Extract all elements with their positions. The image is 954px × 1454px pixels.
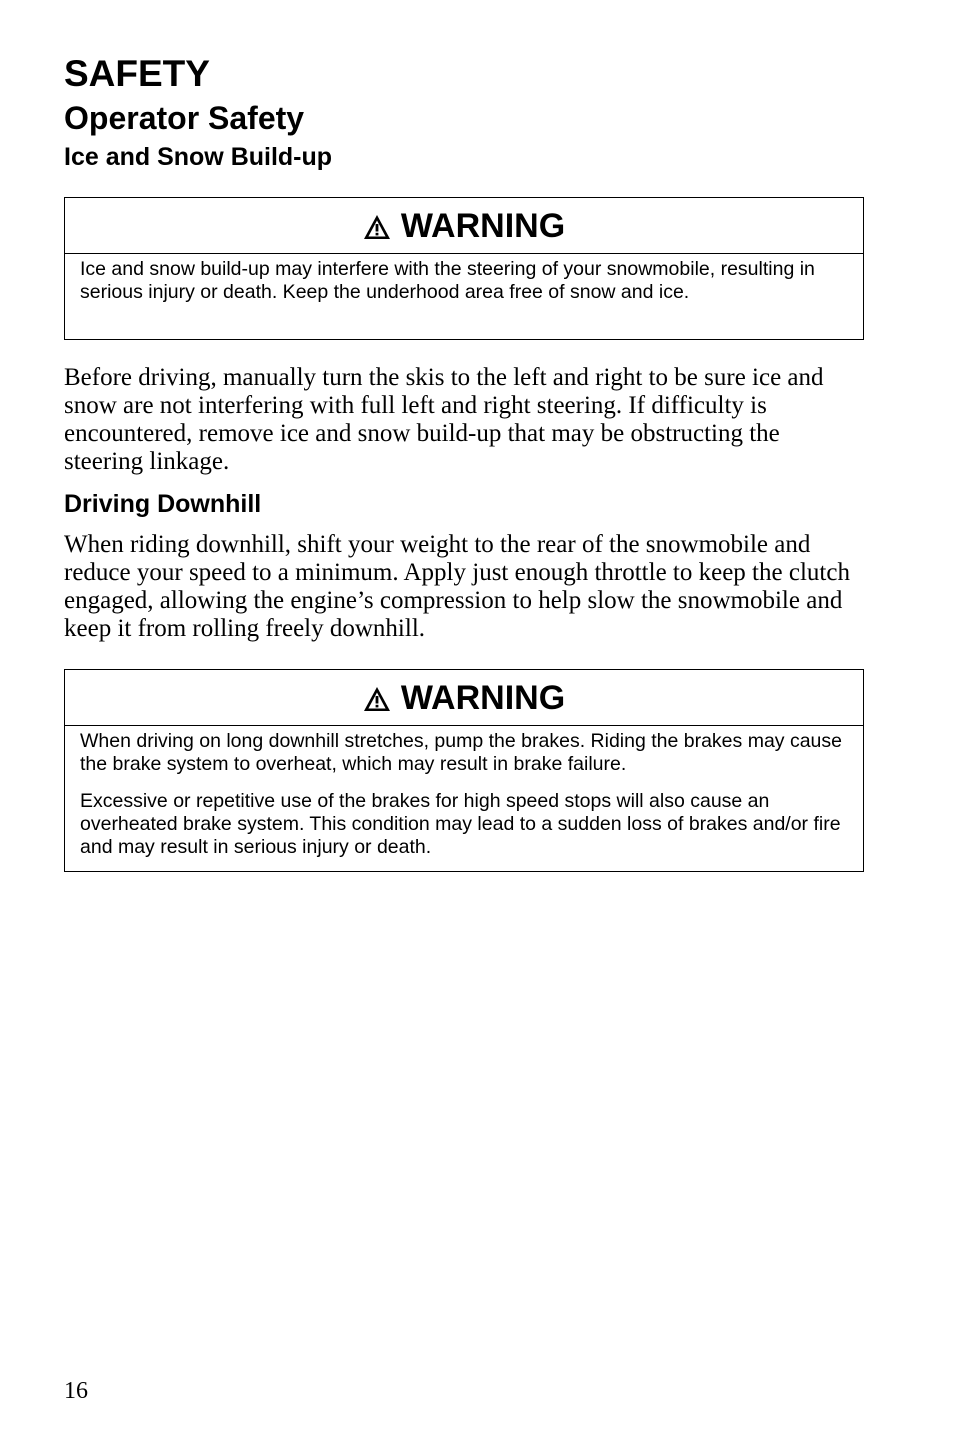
topic-title-driving-downhill: Driving Downhill [64, 490, 262, 518]
warning-text [65, 726, 863, 859]
section-title: SAFETY [64, 53, 210, 94]
warning-paragraph: Ice and snow build-up may interfere with the steering of your snowmobile, resulting in serious injury or death. Keep the underhood area free of snow and ice. [80, 258, 815, 303]
warning-triangle-icon [363, 214, 391, 240]
warning-box-driving-downhill [64, 669, 864, 872]
warning-box-ice-snow [64, 197, 864, 340]
body-paragraph-driving-downhill: When riding downhill, shift your weight to the rear of the snowmobile and reduce your speed to a minimum. Apply just enough throttle to keep the clutch engaged, allowing the engine’s compression to help slow the snowmobile and keep it from rolling freely downhill. [64, 531, 850, 642]
topic-title-ice-snow: Ice and Snow Build-up [64, 143, 333, 171]
warning-label: WARNING [400, 678, 566, 717]
warning-header [65, 198, 863, 254]
body-paragraph-ice-snow: Before driving, manually turn the skis to the left and right to be sure ice and snow are not interfering with full left and right steering. If difficulty is encountered, remove ice and snow build-up that may be obstructing the steering linkage. [64, 364, 824, 475]
page-number: 16 [64, 1378, 88, 1404]
warning-label: WARNING [400, 206, 566, 245]
warning-paragraph: When driving on long downhill stretches, pump the brakes. Riding the brakes may cause the brake system to overheat, which may result in brake failure. [80, 730, 842, 775]
subsection-title: Operator Safety [64, 100, 305, 136]
warning-triangle-icon [363, 686, 391, 712]
warning-header [65, 670, 863, 726]
warning-text [65, 254, 863, 304]
warning-paragraph: Excessive or repetitive use of the brakes for high speed stops will also cause an overheated brake system. This condition may lead to a sudden loss of brakes and/or fire and may result in serious injury or death. [80, 790, 841, 858]
